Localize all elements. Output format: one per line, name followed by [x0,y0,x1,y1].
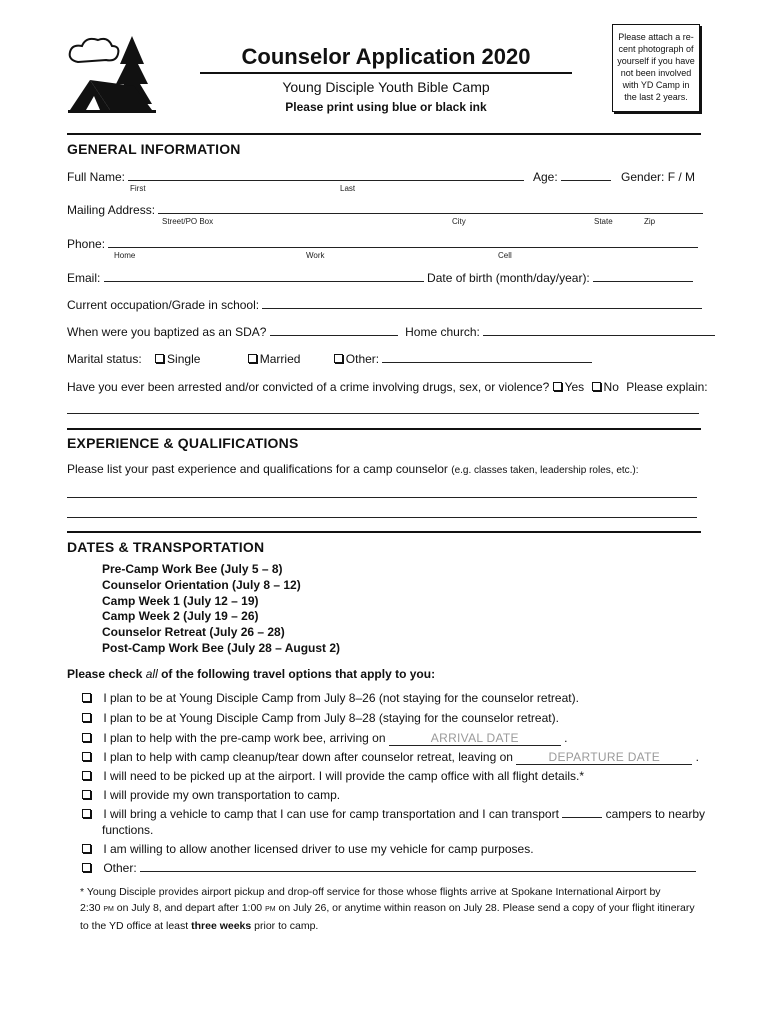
city-caption: City [452,217,466,226]
page-title: Counselor Application 2020 [241,44,531,69]
option-label: I am willing to allow another licensed driver to use my vehicle for camp purposes. [103,842,534,856]
section-rule [67,133,701,135]
option-label: I plan to be at Young Disciple Camp from July 8–26 (not staying for the counselor retreat). [103,691,579,705]
state-caption: State [594,217,613,226]
cell-caption: Cell [498,251,512,260]
full-name-label: Full Name: [67,170,126,184]
explain-input[interactable] [67,400,699,414]
travel-option-7 [82,807,705,821]
other-label: Other: [345,352,380,366]
explain-label: Please explain: [626,380,708,394]
gender-label: Gender: F / M [621,170,696,184]
option-checkbox[interactable] [82,863,91,872]
general-heading: GENERAL INFORMATION [67,141,241,157]
occupation-input[interactable] [262,308,702,309]
experience-prompt-row [67,462,639,476]
baptized-label: When were you baptized as an SDA? [67,325,267,339]
pm-label: PM [265,906,276,913]
option-checkbox[interactable] [82,809,91,818]
option-checkbox[interactable] [82,844,91,853]
email-input[interactable] [104,281,424,282]
section-rule [67,531,701,533]
email-label: Email: [67,271,101,285]
dob-input[interactable] [593,281,693,282]
dates-list [102,562,340,657]
footnote-line-1: * Young Disciple provides airport pickup and drop-off service for those whose flights arrive at Spokane International Airport by [80,886,661,898]
age-input[interactable] [561,180,611,181]
arrested-row [67,380,708,394]
occupation-row [67,298,702,312]
arrival-date-input[interactable] [389,731,561,746]
travel-option-4: I plan to help with camp cleanup/tear down after counselor retreat, leaving on DEPARTURE DATE . [82,750,699,765]
date-item: Camp Week 1 (July 12 – 19) [102,593,259,608]
tent-tree-icon [64,34,160,116]
option-checkbox[interactable] [82,693,91,702]
option-checkbox[interactable] [82,790,91,799]
home-caption: Home [114,251,136,260]
option-label: I will bring a vehicle to camp that I can use for camp transportation and I can transport [103,807,559,821]
church-label: Home church: [405,325,480,339]
travel-option-7-continued: functions. [102,823,154,837]
phone-row [67,237,698,251]
footnote [80,884,710,934]
option-checkbox[interactable] [82,733,91,742]
footnote-text-2b: on July 8, and depart after 1:00 [116,902,263,914]
dob-label: Date of birth (month/day/year): [427,271,590,285]
travel-option-6 [82,788,340,802]
single-checkbox[interactable] [155,354,164,363]
mailing-label: Mailing Address: [67,203,156,217]
experience-input-2[interactable] [67,504,697,518]
photo-instruction: Please attach a re-cent photograph of yourself if you have not been involved with YD Camp in the last 2 years. [617,32,695,102]
footnote-emphasis: three weeks [191,920,252,932]
option-checkbox[interactable] [82,752,91,761]
check-all: all [145,667,158,681]
option-label: I plan to help with camp cleanup/tear down after counselor retreat, leaving on [103,750,513,764]
option-checkbox[interactable] [82,713,91,722]
pm-label: PM [103,906,114,913]
title-rule [200,72,572,74]
age-label: Age: [533,170,558,184]
footnote-time-1: 2:30 [80,902,101,914]
travel-option-9 [82,861,696,875]
option-label: I plan to help with the pre-camp work bee, arriving on [103,731,386,745]
footnote-text-3c: prior to camp. [251,920,319,932]
travel-option-8 [82,842,534,856]
no-label: No [603,380,619,394]
full-name-input[interactable] [128,180,524,181]
option-label: I plan to be at Young Disciple Camp from July 8–28 (staying for the counselor retreat). [103,711,559,725]
yes-label: Yes [564,380,585,394]
experience-prompt: Please list your past experience and qualifications for a camp counselor [67,462,448,476]
option-label: Other: [103,861,137,875]
footnote-line-2 [80,900,710,918]
mailing-input[interactable] [158,213,703,214]
option-label: I will provide my own transportation to camp. [103,788,341,802]
church-input[interactable] [483,335,715,336]
single-label: Single [167,352,201,366]
occupation-label: Current occupation/Grade in school: [67,298,260,312]
mailing-row [67,203,703,217]
email-row [67,271,693,285]
travel-option-1 [82,691,579,705]
footnote-text-3a: to the YD office at least [80,920,192,932]
last-caption: Last [340,184,356,193]
date-item: Post-Camp Work Bee (July 28 – August 2) [102,640,341,655]
camp-logo [64,34,160,116]
first-caption: First [130,184,146,193]
arrested-no-checkbox[interactable] [592,382,601,391]
marital-other-input[interactable] [382,362,592,363]
other-travel-input[interactable] [140,871,696,872]
experience-heading: EXPERIENCE & QUALIFICATIONS [67,435,299,451]
camper-count-input[interactable] [562,817,602,818]
baptism-row [67,325,715,339]
phone-input[interactable] [108,247,698,248]
footnote-text-2c: on July 26, or anytime within reason on July 28. Please send a copy of your flight itinerary [278,902,695,914]
dates-heading: DATES & TRANSPORTATION [67,539,265,555]
footnote-line-3 [80,918,710,934]
check-pre: Please check [67,667,146,681]
street-caption: Street/PO Box [162,217,214,226]
travel-instruction [67,667,435,681]
photo-box [612,24,700,112]
departure-date-input[interactable] [516,750,692,765]
married-checkbox[interactable] [248,354,257,363]
arrival-hint: ARRIVAL DATE [430,731,519,745]
departure-hint: DEPARTURE DATE [548,750,661,764]
date-item: Camp Week 2 (July 19 – 26) [102,609,259,624]
zip-caption: Zip [644,217,656,226]
check-post: of the following travel options that apply to you: [157,667,436,681]
work-caption: Work [306,251,325,260]
date-item: Counselor Orientation (July 8 – 12) [102,577,301,592]
date-item: Counselor Retreat (July 26 – 28) [102,625,285,640]
experience-input-1[interactable] [67,484,697,498]
date-item: Pre-Camp Work Bee (July 5 – 8) [102,562,283,576]
option-label: I will need to be picked up at the airport. I will provide the camp office with all flight details.* [103,769,585,783]
subtitle: Young Disciple Youth Bible Camp [282,79,490,95]
phone-label: Phone: [67,237,106,251]
option-tail: campers to nearby [605,807,705,821]
age-row [533,170,611,184]
other-checkbox[interactable] [334,354,343,363]
travel-option-3: I plan to help with the pre-camp work bee, arriving on ARRIVAL DATE . [82,731,568,746]
marital-label: Marital status: [67,352,142,366]
arrested-question: Have you ever been arrested and/or convicted of a crime involving drugs, sex, or violence? [67,380,550,394]
travel-option-2 [82,711,559,725]
travel-option-5 [82,769,584,783]
baptized-input[interactable] [270,335,398,336]
married-label: Married [259,352,301,366]
full-name-row [67,170,524,184]
section-rule [67,428,701,430]
option-checkbox[interactable] [82,771,91,780]
ink-instruction: Please print using blue or black ink [285,100,487,114]
gender-row[interactable] [621,170,695,184]
marital-row [67,352,592,366]
arrested-yes-checkbox[interactable] [553,382,562,391]
experience-prompt-note: (e.g. classes taken, leadership roles, etc.): [451,465,639,476]
